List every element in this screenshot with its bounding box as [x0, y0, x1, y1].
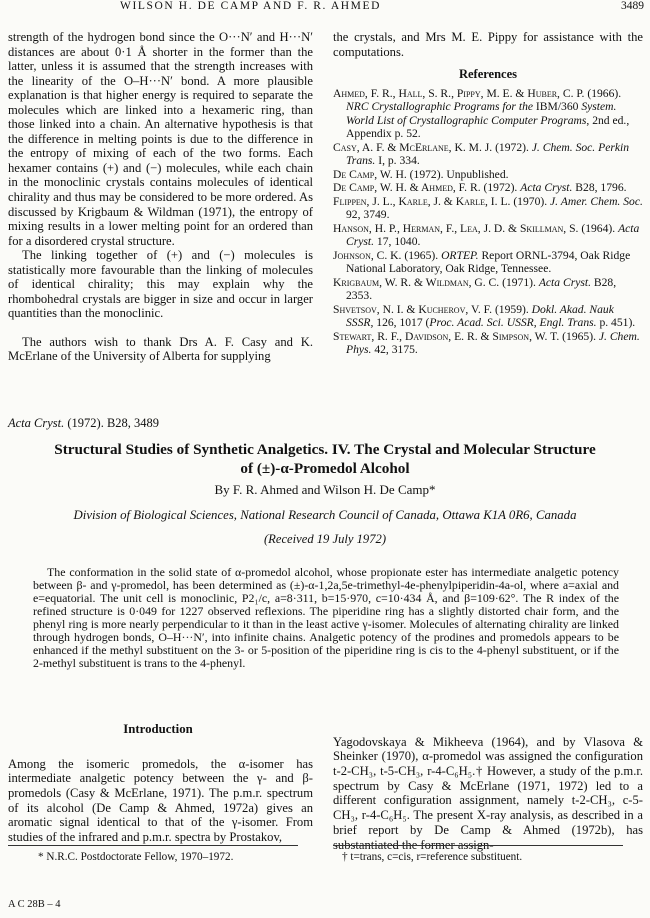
reference-text: (1971).: [499, 275, 539, 289]
footnote-configuration: † t=trans, c=cis, r=reference substituent.: [342, 851, 523, 863]
reference-authors: Krigbaum, W. R. & Wildman, G. C.: [333, 275, 500, 289]
reference-source: ORTEP.: [441, 248, 479, 262]
abstract: The conformation in the solid state of α-promedol alcohol, whose propionate ester has intermediate analgetic potency between β- and γ-promedol, has been determined as (±)-α-1,2a,5e-trimethyl-4e-phenylpiperidin-4a-ol, where a=axial and e=equatorial. The unit cell is monoclinic, P2₁/c, a=8·311, b=15·970, c=10·434 Å, and β=109·62°. The R index of the refined structure is 0·049 for 1227 observed reflexions. The piperidine ring has a slightly distorted chair form, and the phenyl ring is more nearly perpendicular to it than in the least active γ-isomer. Molecules of alternating chirality are linked through hydrogen bonds, O–H···N′, into infinite chains. Analgetic potency of the prodines and promedols appears to be enhanced if the methyl substituent on the 3- or 5-position of the piperidine ring is cis to the 4-phenyl substituent, or if the 2-methyl substituent is trans to the 4-phenyl.: [33, 565, 619, 671]
article-title-line: of (±)-α-Promedol Alcohol: [240, 460, 410, 477]
reference-authors: Casy, A. F. & McErlane, K. M. J.: [333, 140, 493, 154]
paragraph: strength of the hydrogen bond since the O···N′ and H···N′ distances are about 0·1 Å shorter in the former than the latter, unless it is assumed that the strength increases with the linearity of the O–H···N′ bond. A more plausible explanation is that higher energy is required to separate the molecules which are linked into a hexameric ring, than those linked into a chain. An alternative hypothesis is that the difference in melting points is due to the difference in the entropy of mixing of each of the two forms. Each hexamer contains (+) and (−) molecules, while each chain in the monoclinic crystals contains molecules of identical chirality and thus may be considered to be more ordered. As discussed by Krigbaum & Wildman (1971), the entropy of mixing results in a lower melting point for an ordered than for a disordered crystal structure.: [8, 30, 313, 248]
reference-item: [333, 141, 643, 168]
reference-authors: De Camp, W. H.: [333, 167, 407, 181]
introduction-heading: Introduction: [123, 722, 193, 736]
reference-text: I, p. 334.: [375, 154, 420, 168]
reference-source: J. Chem. Phys.: [346, 329, 640, 357]
reference-item: [333, 87, 643, 141]
reference-item: [333, 303, 643, 330]
article-authors: By F. R. Ahmed and Wilson H. De Camp*: [214, 482, 436, 497]
reference-text: 126, 1017 (: [373, 316, 430, 330]
reference-source: Acta Cryst.: [346, 221, 640, 249]
reference-source: Dokl. Akad. Nauk SSSR,: [346, 302, 614, 330]
article-title-line: Structural Studies of Synthetic Analgetics. IV. The Crystal and Molecular Structure: [54, 441, 596, 458]
article-affiliation: Division of Biological Sciences, National Research Council of Canada, Ottawa K1A 0R6, Canada: [73, 508, 577, 522]
introduction-left-text: Among the isomeric promedols, the α-isomer has intermediate analgetic potency between the γ- and β-promedols (Casy & McErlane, 1971). The p.m.r. spectrum of its alcohol (De Camp & Ahmed, 1972a) gives an aromatic signal identical to that of the γ-isomer. From studies of the infrared and p.m.r. spectra by Prostakov,: [8, 756, 313, 845]
reference-text: Report ORNL-3794, Oak Ridge National Laboratory, Oak Ridge, Tennessee.: [346, 248, 631, 276]
reference-text: 17, 1040.: [374, 235, 421, 249]
reference-item: [333, 222, 643, 249]
reference-text: (1965).: [559, 329, 599, 343]
citation-journal: Acta Cryst.: [8, 416, 65, 430]
reference-text: (1964).: [578, 221, 619, 235]
reference-source: Acta Cryst.: [538, 275, 591, 289]
page-number: 3489: [621, 0, 644, 12]
reference-authors: Shvetsov, N. I. & Kucherov, V. F.: [333, 302, 493, 316]
reference-text: B28, 2353.: [346, 275, 617, 303]
reference-item: [333, 249, 643, 276]
reference-text: p. 451).: [596, 316, 636, 330]
reference-authors: Stewart, R. F., Davidson, E. R. & Simpson, W. T.: [333, 329, 560, 343]
footnote-author: * N.R.C. Postdoctorate Fellow, 1970–1972.: [38, 851, 234, 863]
citation-details: (1972). B28, 3489: [64, 416, 160, 430]
reference-authors: De Camp, W. H. & Ahmed, F. R.: [333, 181, 481, 195]
reference-item: [333, 330, 643, 357]
reference-text: 42, 3175.: [371, 343, 418, 357]
reference-text: (1972).: [492, 140, 532, 154]
received-date: (Received 19 July 1972): [263, 532, 387, 546]
reference-text: 92, 3749.: [346, 208, 390, 222]
reference-text: (1970).: [510, 194, 551, 208]
running-head-title: WILSON H. DE CAMP AND F. R. AHMED: [120, 0, 382, 12]
right-column-text: [333, 30, 643, 357]
reference-text: (1959).: [492, 302, 532, 316]
reference-authors: Johnson, C. K.: [333, 248, 402, 262]
reference-authors: Hanson, H. P., Herman, F., Lea, J. D. & Skillman, S.: [333, 221, 579, 235]
footnote-rule: [333, 845, 623, 846]
reference-item: [333, 168, 643, 182]
introduction-right-text: Yagodovskaya & Mikheeva (1964), and by Vlasova & Sheinker (1970), α-promedol was assigned the configuration t-2-CH₃, t-5-CH₃, r-4-C₆H₅.† However, a study of the p.m.r. spectrum by Casy & McErlane (1971, 1972) led to a different configuration assignment, namely t-2-CH₃, c-5-CH₃, r-4-C₆H₅. The present X-ray analysis, as described in a brief report by De Camp & Ahmed (1972b), has substantiated the former assign-: [333, 734, 643, 852]
journal-citation: [8, 416, 159, 431]
article-title: [20, 440, 630, 478]
reference-source: Acta Cryst.: [520, 181, 573, 195]
page-footer-code: A C 28B – 4: [8, 899, 61, 910]
reference-text: IBM/360: [533, 100, 582, 114]
footnote-rule: [8, 845, 298, 846]
reference-authors: Ahmed, F. R., Hall, S. R., Pippy, M. E. & Huber, C. P.: [333, 86, 585, 100]
reference-text: (1972).: [480, 181, 521, 195]
acknowledgement-paragraph: The authors wish to thank Drs A. F. Casy and K. McErlane of the University of Alberta for supplying: [8, 334, 313, 364]
reference-source: J. Chem. Soc. Perkin Trans.: [346, 140, 630, 168]
reference-source: System. World List of Crystallographic Computer Programs: [346, 100, 617, 127]
references-list: [333, 87, 643, 357]
reference-source: Proc. Acad. Sci. USSR, Engl. Trans.: [429, 316, 597, 330]
reference-text: B28, 1796.: [572, 181, 627, 195]
reference-item: [333, 276, 643, 303]
reference-item: [333, 181, 643, 195]
running-head: [0, 0, 650, 16]
reference-source: NRC Crystallographic Programs for the: [346, 100, 534, 114]
reference-text: (1966).: [584, 86, 622, 100]
references-heading: References: [458, 67, 518, 82]
reference-text: (1965).: [401, 248, 442, 262]
reference-text: , 2nd ed., Appendix p. 52.: [346, 113, 630, 141]
reference-text: (1972). Unpublished.: [406, 167, 509, 181]
left-column-text: [8, 30, 313, 364]
paragraph: The linking together of (+) and (−) molecules is statistically more favourable than the linking of molecules of identical chirality; this may explain why the rhombohedral crystals are bigger in size and occur in larger quantities than the monoclinic.: [8, 248, 313, 321]
reference-authors: Flippen, J. L., Karle, J. & Karle, I. L.: [333, 194, 511, 208]
acknowledgement-continued: the crystals, and Mrs M. E. Pippy for assistance with the computations.: [333, 30, 643, 59]
reference-item: [333, 195, 643, 222]
reference-source: J. Amer. Chem. Soc.: [550, 194, 643, 208]
